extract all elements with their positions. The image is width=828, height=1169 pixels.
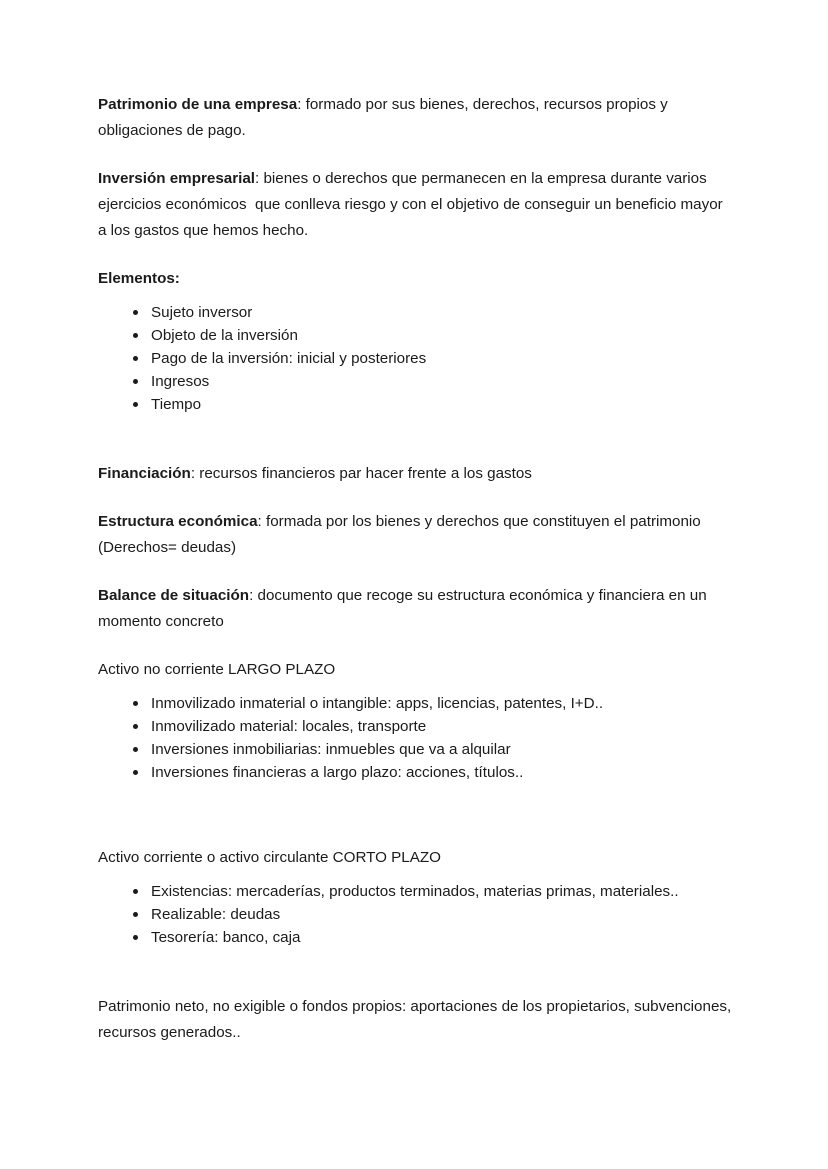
bullet-dot-icon: [133, 379, 138, 384]
bullet-dot-icon: [133, 747, 138, 752]
list-item-label: Pago de la inversión: inicial y posteriores: [151, 350, 427, 367]
list-item-label: Objeto de la inversión: [151, 327, 298, 344]
definition-inversion-empresarial: : bienes o derechos que permanecen en la empresa durante varios ejercicios económicos que conlleva riesgo y con el objetivo de conseguir un beneficio mayor a los gastos que hemos hecho.: [98, 170, 727, 239]
list-item-label: Inversiones financieras a largo plazo: acciones, títulos..: [151, 764, 524, 781]
paragraph-patrimonio-neto: [98, 994, 736, 1046]
bullet-dot-icon: [133, 333, 138, 338]
paragraph-activo-corriente: [98, 845, 732, 871]
list-activo-no-corriente: [98, 692, 732, 784]
list-activo-corriente: [98, 880, 732, 949]
list-item-label: Existencias: mercaderías, productos terminados, materias primas, materiales..: [151, 883, 679, 900]
bullet-dot-icon: [133, 889, 138, 894]
label-activo-no-corriente: Activo no corriente LARGO PLAZO: [98, 661, 336, 678]
paragraph-derechos-deudas: [98, 535, 732, 561]
list-item: [98, 370, 732, 393]
list-item-label: Inmovilizado material: locales, transporte: [151, 718, 427, 735]
paragraph-financiacion: [98, 461, 732, 487]
paragraph-patrimonio-empresa: [98, 92, 732, 144]
label-activo-corriente: Activo corriente o activo circulante CORTO PLAZO: [98, 849, 441, 866]
list-item: [98, 301, 732, 324]
list-elementos: [98, 301, 732, 416]
list-item: [98, 903, 732, 926]
note-derechos-deudas: (Derechos= deudas): [98, 539, 237, 556]
definition-estructura-economica: : formada por los bienes y derechos que constituyen el patrimonio: [257, 513, 701, 530]
term-patrimonio-empresa: Patrimonio de una empresa: [98, 96, 298, 113]
bullet-dot-icon: [133, 356, 138, 361]
bullet-dot-icon: [133, 912, 138, 917]
list-item: [98, 926, 732, 949]
paragraph-inversion-empresarial: [98, 166, 732, 244]
definition-patrimonio-neto: Patrimonio neto, no exigible o fondos propios: aportaciones de los propietarios, subvenciones, recursos generados..: [98, 998, 736, 1041]
list-item: [98, 880, 732, 903]
term-financiacion: Financiación: [98, 465, 191, 482]
bullet-dot-icon: [133, 724, 138, 729]
list-item-label: Ingresos: [151, 373, 210, 390]
bullet-dot-icon: [133, 402, 138, 407]
list-item: [98, 715, 732, 738]
bullet-dot-icon: [133, 770, 138, 775]
list-item: [98, 761, 732, 784]
list-item-label: Sujeto inversor: [151, 304, 253, 321]
list-item: [98, 738, 732, 761]
definition-balance-situacion: : documento que recoge su estructura económica y financiera en un momento concreto: [98, 587, 711, 630]
term-inversion-empresarial: Inversión empresarial: [98, 170, 256, 187]
term-estructura-economica: Estructura económica: [98, 513, 258, 530]
heading-elementos: Elementos:: [98, 270, 180, 287]
section-spacer: [98, 949, 732, 994]
document-body: [98, 92, 736, 1046]
bullet-dot-icon: [133, 701, 138, 706]
list-item-label: Inmovilizado inmaterial o intangible: apps, licencias, patentes, I+D..: [151, 695, 604, 712]
paragraph-activo-no-corriente: [98, 657, 732, 683]
definition-financiacion: : recursos financieros par hacer frente a los gastos: [190, 465, 532, 482]
paragraph-estructura-economica: [98, 509, 732, 535]
list-item: [98, 692, 732, 715]
section-spacer: [98, 416, 732, 461]
bullet-dot-icon: [133, 310, 138, 315]
list-item: [98, 324, 732, 347]
list-item: [98, 347, 732, 370]
section-spacer: [98, 784, 732, 845]
list-item-label: Inversiones inmobiliarias: inmuebles que va a alquilar: [151, 741, 511, 758]
list-item-label: Tiempo: [151, 396, 202, 413]
bullet-dot-icon: [133, 935, 138, 940]
term-balance-situacion: Balance de situación: [98, 587, 250, 604]
paragraph-balance-situacion: [98, 583, 732, 635]
list-item: [98, 393, 732, 416]
definition-patrimonio-empresa: : formado por sus bienes, derechos, recursos propios y obligaciones de pago.: [98, 96, 673, 139]
list-item-label: Tesorería: banco, caja: [151, 929, 301, 946]
list-item-label: Realizable: deudas: [151, 906, 281, 923]
